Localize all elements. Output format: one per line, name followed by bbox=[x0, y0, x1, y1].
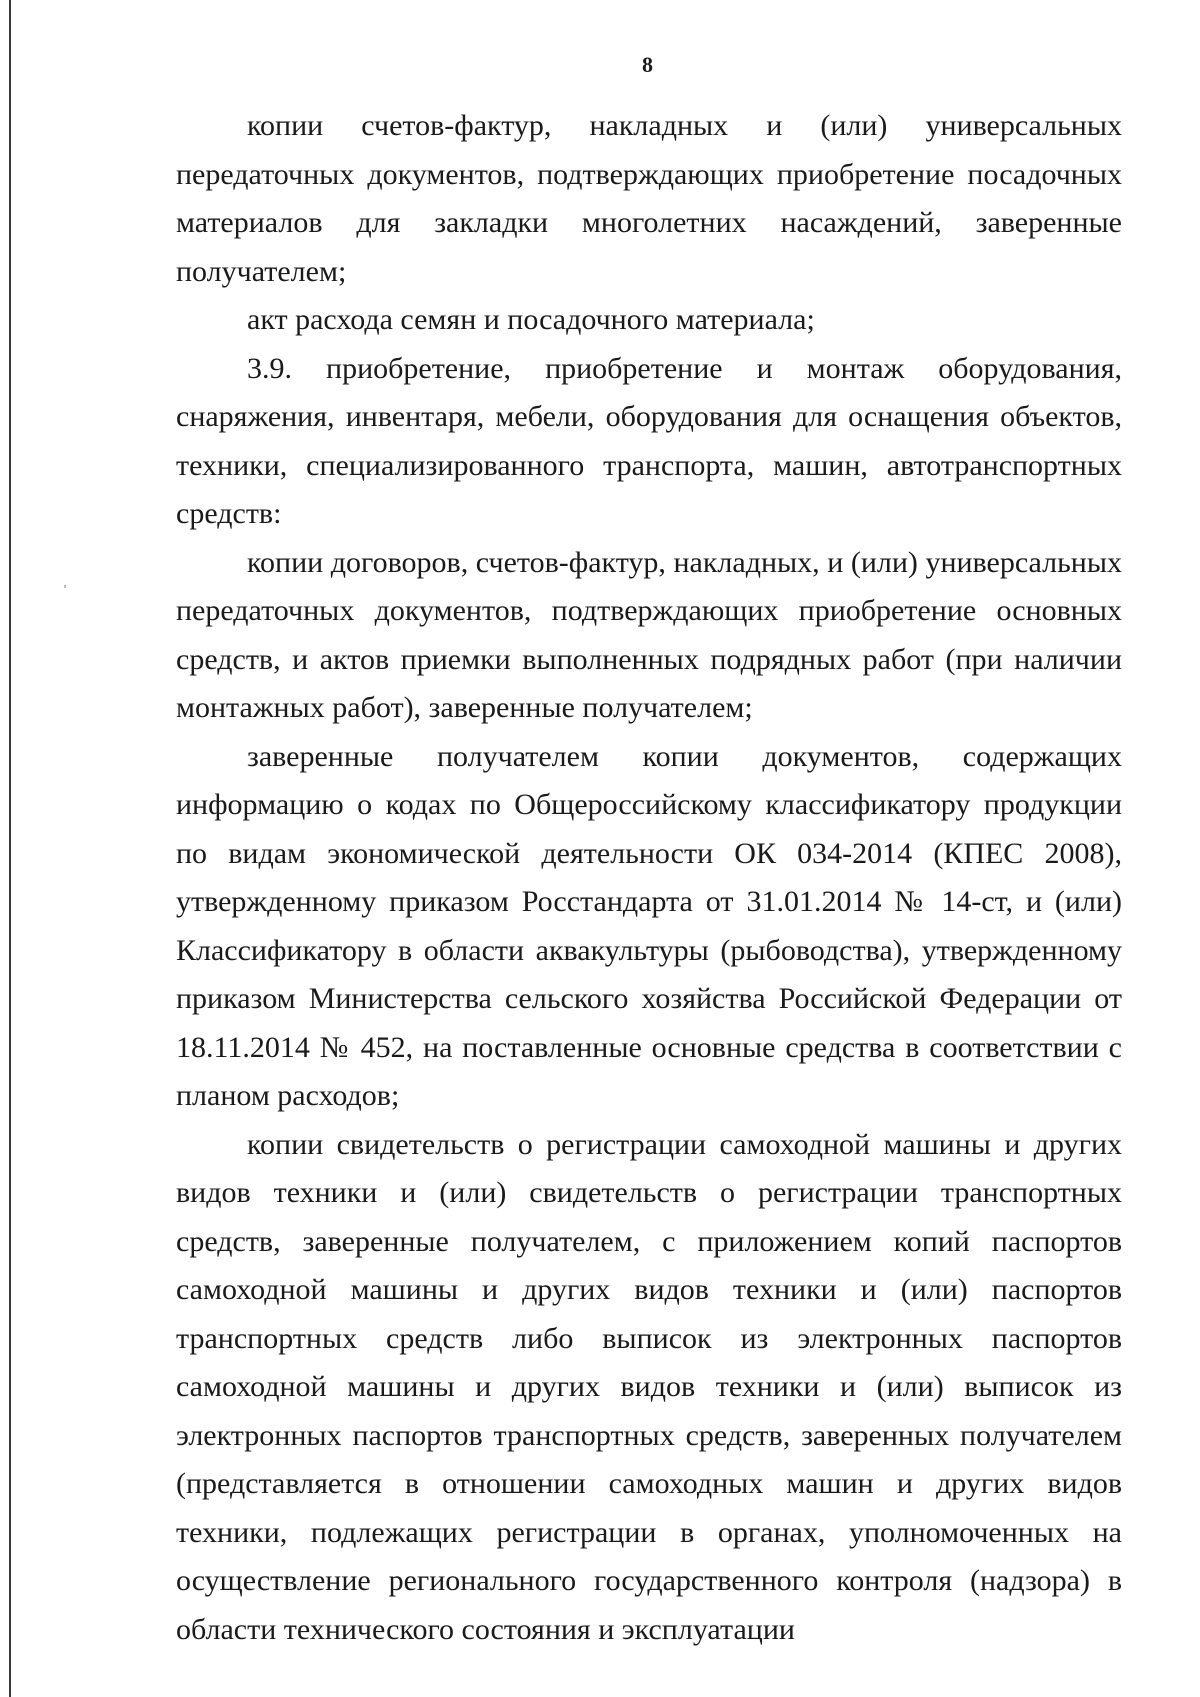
paragraph-contract-copies: копии договоров, счетов-фактур, накладных, и (или) универсальных передаточных документов, подтверждающих приобретение основных средств, и актов приемки выполненных подрядных работ (при наличии монтажных работ), заверенные получателем; bbox=[176, 545, 1122, 724]
paragraph-classifier-codes: заверенные получателем копии документов, содержащих информацию о кодах по Общероссийскому классификатору продукции по видам экономической деятельности ОК 034-2014 (КПЕС 2008), утвержденному приказом Росстандарта от 31.01.2014 № 14-ст, и (или) Классификатору в области аквакультуры (рыбоводства), утвержденному приказом Министерства сельского хозяйства Российской Федерации от 18.11.2014 № 452, на поставленные основные средства в соответствии с планом расходов; bbox=[176, 739, 1122, 1112]
document-body bbox=[176, 102, 1122, 1654]
paragraph-invoice-copies-planting: копии счетов-фактур, накладных и (или) универсальных передаточных документов, подтверждающих приобретение посадочных материалов для закладки многолетних насаждений, заверенные получателем; bbox=[176, 109, 1122, 288]
page-number: 8 bbox=[642, 52, 653, 77]
paragraph-item-3-9: 3.9. приобретение, приобретение и монтаж оборудования, снаряжения, инвентаря, мебели, оборудования для оснащения объектов, техники, специализированного транспорта, машин, автотранспортных средств: bbox=[176, 351, 1122, 530]
scan-border-line bbox=[9, 0, 11, 1697]
paragraph-seed-consumption-act: акт расхода семян и посадочного материала; bbox=[247, 303, 815, 336]
paragraph-registration-certificates: копии свидетельств о регистрации самоходной машины и других видов техники и (или) свидетельств о регистрации транспортных средств, заверенные получателем, с приложением копий паспортов самоходной машины и других видов техники и (или) паспортов транспортных средств либо выписок из электронных паспортов самоходной машины и других видов техники и (или) выписок из электронных паспортов транспортных средств, заверенных получателем (представляется в отношении самоходных машин и других видов техники, подлежащих регистрации в органах, уполномоченных на осуществление регионального государственного контроля (надзора) в области технического состояния и эксплуатации bbox=[176, 1127, 1122, 1646]
scan-speck bbox=[64, 585, 66, 588]
